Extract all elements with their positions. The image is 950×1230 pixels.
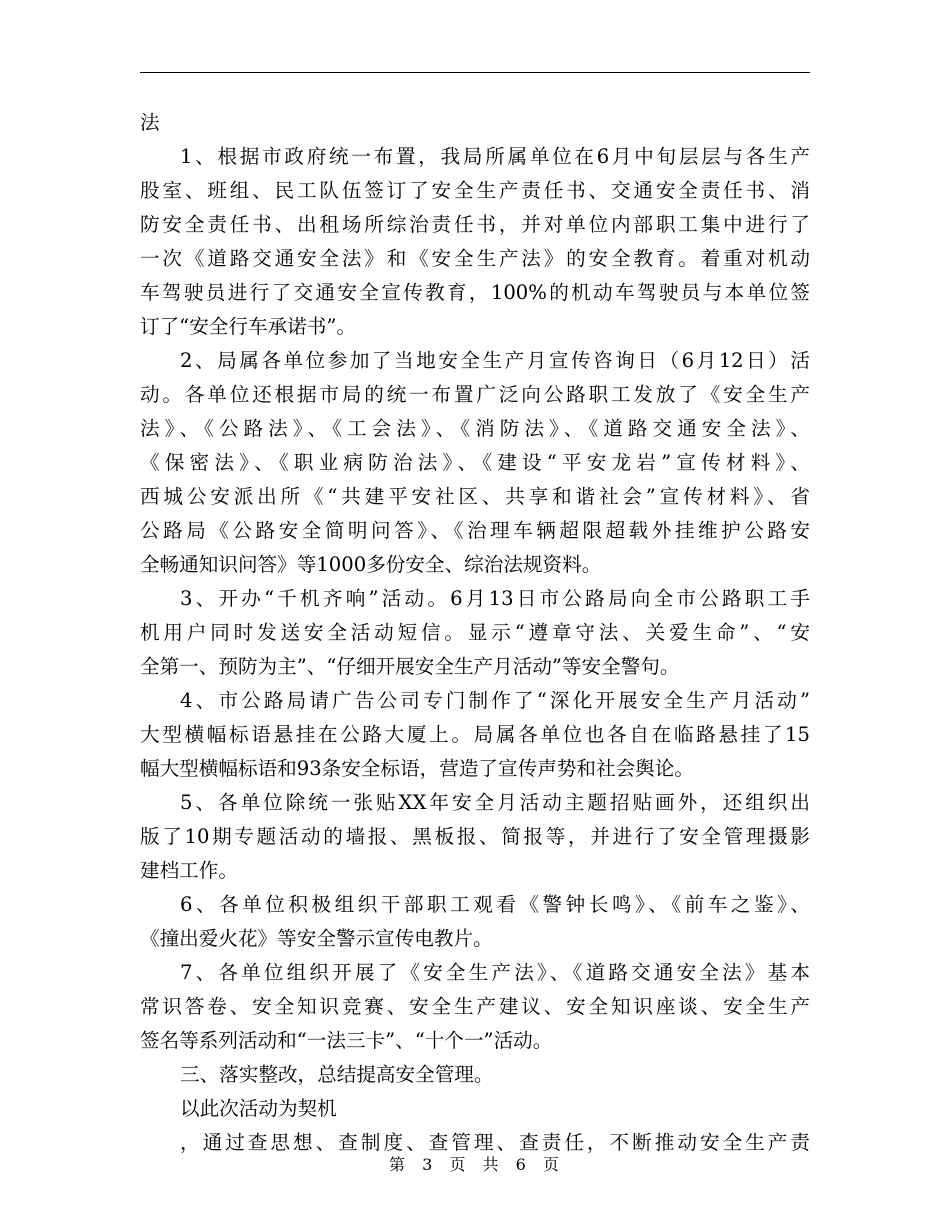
text-line: 全第一、预防为主”、“仔细开展安全生产月活动”等安全警句。 xyxy=(140,655,680,678)
text-line: 三、落实整改，总结提高安全管理。 xyxy=(180,1063,494,1086)
text-line: 签名等系列活动和“一法三卡”、“十个一”活动。 xyxy=(140,1029,553,1052)
text-line: 以此次活动为契机 xyxy=(180,1097,337,1120)
text-line: 1、根据市政府统一布置，我局所属单位在6月中旬层层与各生产 xyxy=(180,145,810,168)
text-line: 版了10期专题活动的墙报、黑板报、简报等，并进行了安全管理摄影 xyxy=(140,825,810,848)
text-line: 大型横幅标语悬挂在公路大厦上。局属各单位也各自在临路悬挂了15 xyxy=(140,723,810,746)
text-line: 《保密法》、《职业病防治法》、《建设“平安龙岩”宣传材料》、 xyxy=(140,451,810,474)
text-line: ，通过查思想、查制度、查管理、查责任，不断推动安全生产责 xyxy=(180,1131,810,1154)
document-body xyxy=(140,106,810,1160)
footer-prefix: 第 xyxy=(389,1155,408,1174)
text-line: 5、各单位除统一张贴XX年安全月活动主题招贴画外，还组织出 xyxy=(180,791,810,814)
text-line: 常识答卷、安全知识竞赛、安全生产建议、安全知识座谈、安全生产 xyxy=(140,995,810,1018)
footer-suffix: 页 xyxy=(542,1155,561,1174)
text-line: 《撞出爱火花》等安全警示宣传电教片。 xyxy=(140,927,493,950)
text-line: 全畅通知识问答》等1000多份安全、综治法规资料。 xyxy=(140,553,602,576)
text-line: 车驾驶员进行了交通安全宣传教育，100%的机动车驾驶员与本单位签 xyxy=(140,281,810,304)
text-line: 一次《道路交通安全法》和《安全生产法》的安全教育。着重对机动 xyxy=(140,247,810,270)
text-line: 2、局属各单位参加了当地安全生产月宣传咨询日（6月12日）活 xyxy=(180,349,810,372)
text-line: 公路局《公路安全简明问答》、《治理车辆超限超载外挂维护公路安 xyxy=(140,519,810,542)
text-line: 6、各单位积极组织干部职工观看《警钟长鸣》、《前车之鉴》、 xyxy=(180,893,810,916)
text-line: 股室、班组、民工队伍签订了安全生产责任书、交通安全责任书、消 xyxy=(140,179,810,202)
text-line: 法 xyxy=(140,111,160,134)
text-line: 3、开办“千机齐响”活动。6月13日市公路局向全市公路职工手 xyxy=(180,587,810,610)
text-line: 4、市公路局请广告公司专门制作了“深化开展安全生产月活动” xyxy=(180,689,810,712)
text-line: 法》、《公路法》、《工会法》、《消防法》、《道路交通安全法》、 xyxy=(140,417,810,440)
text-line: 动。各单位还根据市局的统一布置广泛向公路职工发放了《安全生产 xyxy=(140,383,810,406)
text-line: 西城公安派出所《“共建平安社区、共享和谐社会”宣传材料》、省 xyxy=(140,485,810,508)
text-line: 幅大型横幅标语和93条安全标语，营造了宣传声势和社会舆论。 xyxy=(140,757,694,780)
text-line: 7、各单位组织开展了《安全生产法》、《道路交通安全法》基本 xyxy=(180,961,810,984)
footer-page-label: 页 xyxy=(449,1155,468,1174)
text-line: 防安全责任书、出租场所综治责任书，并对单位内部职工集中进行了 xyxy=(140,213,810,236)
footer-current-page: 3 xyxy=(422,1155,435,1174)
page-footer xyxy=(0,1152,950,1175)
header-rule xyxy=(140,72,810,73)
text-line: 建档工作。 xyxy=(140,859,238,882)
footer-total-label: 共 xyxy=(482,1155,501,1174)
text-line: 订了“安全行车承诺书”。 xyxy=(140,315,356,338)
footer-total-pages: 6 xyxy=(515,1155,528,1174)
text-line: 机用户同时发送安全活动短信。显示“遵章守法、关爱生命”、“安 xyxy=(140,621,810,644)
